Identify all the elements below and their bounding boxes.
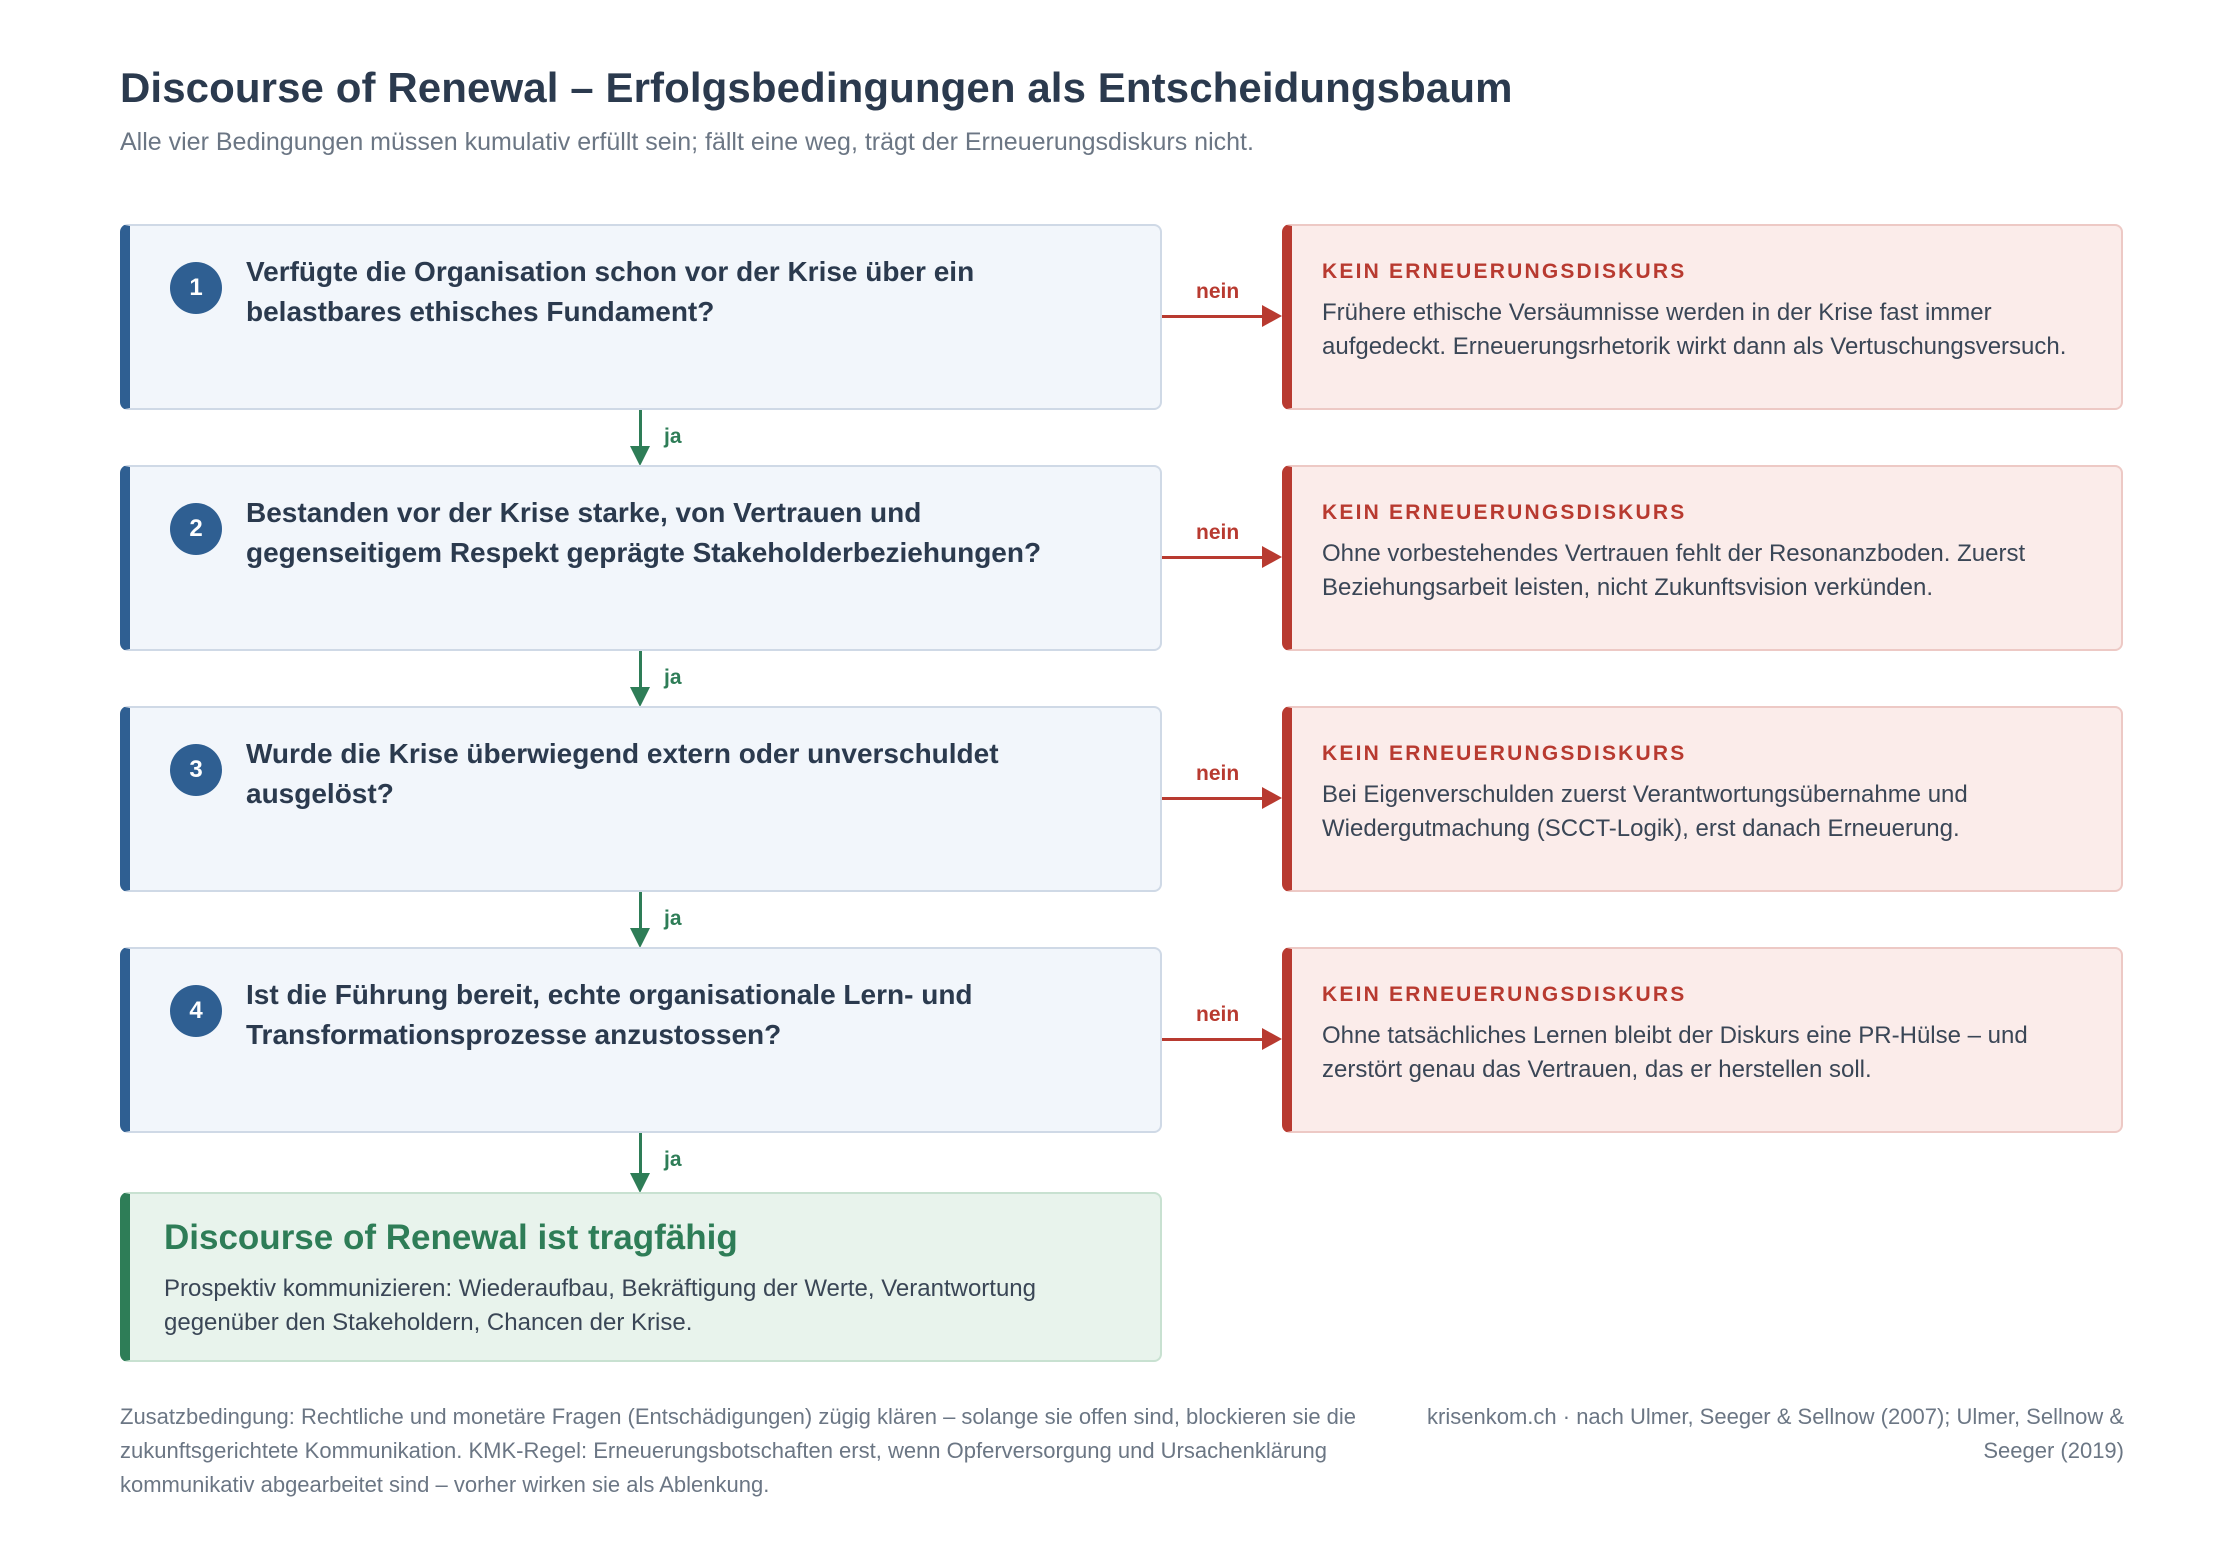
- yes-label: ja: [664, 425, 682, 448]
- outcome-text: Ohne vorbestehendes Vertrauen fehlt der Resonanzboden. Zuerst Beziehungsarbeit leisten, nicht Zukunftsvision verkünden.: [1322, 540, 2026, 601]
- no-arrow-head: [1262, 1028, 1282, 1050]
- outcome-text: Frühere ethische Versäumnisse werden in der Krise fast immer aufgedeckt. Erneuerungsrhetorik wirkt dann als Vertuschungsversuch.: [1322, 299, 2067, 360]
- condition-number-badge: 3: [170, 744, 222, 796]
- yes-label: ja: [664, 666, 682, 689]
- no-label: nein: [1196, 521, 1240, 544]
- no-arrow-head: [1262, 305, 1282, 327]
- no-arrow-line: [1162, 556, 1268, 559]
- condition-question: Bestanden vor der Krise starke, von Vertrauen und gegenseitigem Respekt geprägte Stakeholderbeziehungen?: [246, 497, 1042, 568]
- condition-question: Verfügte die Organisation schon vor der Krise über ein belastbares ethisches Fundament?: [246, 256, 975, 327]
- yes-label: ja: [664, 907, 682, 930]
- condition-number-badge: 4: [170, 985, 222, 1037]
- yes-arrow-line: [639, 892, 642, 932]
- yes-label: ja: [664, 1148, 682, 1171]
- outcome-box-1: [1282, 224, 2123, 410]
- page-subtitle: Alle vier Bedingungen müssen kumulativ erfüllt sein; fällt eine weg, trägt der Erneuerungsdiskurs nicht.: [120, 128, 1254, 156]
- condition-number-badge: 1: [170, 262, 222, 314]
- no-arrow-head: [1262, 787, 1282, 809]
- no-label: nein: [1196, 1003, 1240, 1026]
- yes-arrow-head: [630, 928, 650, 948]
- yes-arrow-line: [639, 1133, 642, 1177]
- footer-source: krisenkom.ch · nach Ulmer, Seeger & Sellnow (2007); Ulmer, Sellnow & Seeger (2019): [1427, 1404, 2124, 1463]
- yes-arrow-head: [630, 687, 650, 707]
- outcome-label: KEIN ERNEUERUNGSDISKURS: [1322, 983, 1687, 1006]
- no-arrow-head: [1262, 546, 1282, 568]
- condition-box-2: [120, 465, 1162, 651]
- condition-box-4: [120, 947, 1162, 1133]
- no-arrow-line: [1162, 1038, 1268, 1041]
- yes-arrow-line: [639, 410, 642, 450]
- no-arrow-line: [1162, 797, 1268, 800]
- condition-box-1: [120, 224, 1162, 410]
- result-box: [120, 1192, 1162, 1362]
- yes-arrow-line: [639, 651, 642, 691]
- outcome-text: Bei Eigenverschulden zuerst Verantwortungsübernahme und Wiedergutmachung (SCCT-Logik), erst danach Erneuerung.: [1322, 781, 1968, 842]
- condition-box-3: [120, 706, 1162, 892]
- outcome-label: KEIN ERNEUERUNGSDISKURS: [1322, 501, 1687, 524]
- result-text: Prospektiv kommunizieren: Wiederaufbau, Bekräftigung der Werte, Verantwortung gegenüber den Stakeholdern, Chancen der Krise.: [164, 1275, 1036, 1336]
- outcome-box-3: [1282, 706, 2123, 892]
- yes-arrow-head: [630, 446, 650, 466]
- result-title: Discourse of Renewal ist tragfähig: [164, 1218, 738, 1257]
- outcome-box-4: [1282, 947, 2123, 1133]
- page-title: Discourse of Renewal – Erfolgsbedingungen als Entscheidungsbaum: [120, 64, 1513, 111]
- footer-note: Zusatzbedingung: Rechtliche und monetäre Fragen (Entschädigungen) zügig klären – solange sie offen sind, blockieren sie die zukunftsgerichtete Kommunikation. KMK-Regel: Erneuerungsbotschaften erst, wenn Opferversorgung und Ursachenklärung kommunikativ abgearbeitet sind – vorher wirken sie als Ablenkung.: [120, 1404, 1357, 1497]
- yes-arrow-head: [630, 1173, 650, 1193]
- outcome-text: Ohne tatsächliches Lernen bleibt der Diskurs eine PR-Hülse – und zerstört genau das Vertrauen, das er herstellen soll.: [1322, 1022, 2028, 1083]
- outcome-label: KEIN ERNEUERUNGSDISKURS: [1322, 742, 1687, 765]
- no-arrow-line: [1162, 315, 1268, 318]
- no-label: nein: [1196, 762, 1240, 785]
- condition-question: Wurde die Krise überwiegend extern oder unverschuldet ausgelöst?: [246, 738, 999, 809]
- condition-number-badge: 2: [170, 503, 222, 555]
- outcome-label: KEIN ERNEUERUNGSDISKURS: [1322, 260, 1687, 283]
- no-label: nein: [1196, 280, 1240, 303]
- condition-question: Ist die Führung bereit, echte organisationale Lern- und Transformationsprozesse anzustossen?: [246, 979, 973, 1050]
- outcome-box-2: [1282, 465, 2123, 651]
